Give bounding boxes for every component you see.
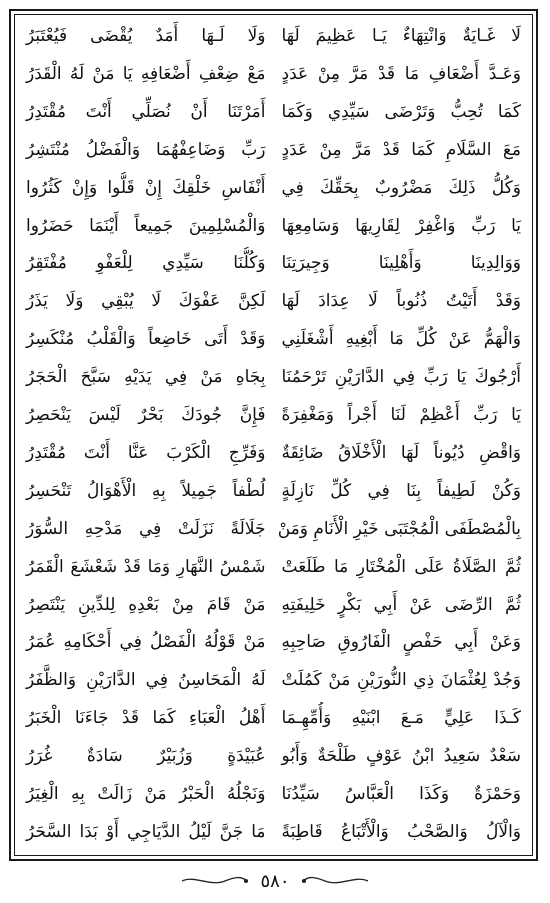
verse-second-hemistich: وَنَجْلُهُ الْحَبْرُ مَنْ زَالَتْ بِهِ الْغِيَرُ [26, 784, 266, 804]
verse-line [18, 96, 529, 129]
verse-first-hemistich: سَعْدٌ سَعِيدُ ابْنُ عَوْفٍ طَلْحَةٌ وَأَبُو [281, 746, 521, 767]
verse-line [18, 816, 529, 849]
verse-line [18, 740, 529, 773]
page-footer [0, 866, 550, 896]
verse-first-hemistich: وَوَالِدِينَا وَأَهْلِينَا وَجِيرَتِنَا [281, 253, 521, 274]
left-ornament-icon [180, 874, 250, 888]
verse-line [18, 551, 529, 584]
verse-first-hemistich: وَكُنْ لَطِيفاً بِنَا فِي كُلِّ نَازِلَةٍ [281, 480, 521, 501]
verse-second-hemistich: أَنْفَاسِ خَلْقِكَ إِنْ قَلُّوا وَإِنْ كَثُرُوا [26, 177, 266, 198]
verse-line [18, 247, 529, 280]
verse-line [18, 20, 529, 53]
page-number: ٥٨٠ [260, 870, 290, 892]
verse-first-hemistich: كَمَا تُحِبُّ وَتَرْضَى سَيِّدِي وَكَمَا [281, 101, 521, 122]
verse-second-hemistich: فَإِنَّ جُودَكَ بَحْرٌ لَيْسَ يَنْحَصِرُ [26, 405, 266, 425]
verse-first-hemistich: مَعَ السَّلَامِ كَمَا قَدْ مَرَّ مِنْ عَدَدٍ [281, 139, 521, 160]
verse-line [18, 210, 529, 243]
verse-first-hemistich: ثُمَّ الرِّضَى عَنْ أَبِي بَكْرٍ خَلِيفَتِهِ [281, 594, 521, 615]
verse-first-hemistich: وَكُلُّ ذَلِكَ مَضْرُوبٌ بِحَقِّكَ فِي [281, 177, 521, 198]
verse-second-hemistich: وَفَرِّجِ الْكَرْبَ عَنَّا أَنْتَ مُقْتَدِرُ [26, 442, 266, 463]
verse-line [18, 285, 529, 318]
verse-second-hemistich: رَبِّ وَضَاعِفْهُمَا وَالْفَضْلُ مُنْتَشِرُ [26, 139, 266, 160]
verse-second-hemistich: وَالْمُسْلِمِينَ جَمِيعاً أَيْنَمَا حَضَرُوا [26, 215, 266, 236]
verse-line [18, 361, 529, 394]
verse-line [18, 437, 529, 470]
verse-second-hemistich: لَهُ الْمَحَاسِنُ فِي الدَّارَيْنِ وَالظَّفَرُ [26, 670, 266, 691]
verse-second-hemistich: وَقَدْ أَتَى خَاضِعاً وَالْقَلْبُ مُنْكَسِرُ [26, 329, 266, 350]
verse-line [18, 513, 529, 546]
verse-line [18, 702, 529, 735]
verse-second-hemistich: أَمَرْتَنَا أَنْ نُصَلِّي أَنْتَ مُقْتَدِرُ [26, 101, 266, 122]
verse-first-hemistich: أَرْجُوكَ يَا رَبِّ فِي الدَّارَيْنِ تَرْحَمُنَا [281, 367, 521, 388]
verse-first-hemistich: وَعَنْ أَبِي حَفْصٍ الْفَارُوقِ صَاحِبِهِ [281, 632, 521, 653]
poem-body [18, 20, 529, 854]
verse-second-hemistich: بِجَاهِ مَنْ فِي يَدَيْهِ سَبَّحَ الْحَجَرُ [26, 367, 266, 388]
verse-line [18, 134, 529, 167]
verse-line [18, 323, 529, 356]
verse-first-hemistich: كَـذَا عَلِيٍّ مَـعَ ابْنَيْهِ وَأُمِّهِـمَا [281, 708, 521, 729]
verse-first-hemistich: يَا رَبِّ أَعْظِمْ لَنَا أَجْراً وَمَغْفِرَةً [281, 405, 521, 425]
verse-first-hemistich: وَقَدْ أَتَيْتُ ذُنُوباً لَا عِدَادَ لَهَا [281, 291, 521, 312]
verse-first-hemistich: لَا غَـايَةٌ وَانْتِهَاءٌ يَـا عَظِيمَ لَهَا [281, 26, 521, 46]
verse-second-hemistich: لُطْفاً جَمِيلاً بِهِ الْأَهْوَالُ تَنْحَسِرُ [26, 480, 266, 501]
verse-first-hemistich: وَالْهَمُّ عَنْ كُلِّ مَا أَبْغِيهِ أَشْغَلَنِي [281, 329, 521, 350]
verse-first-hemistich: وَالْآلُ وَالصَّحْبُ وَالْأَتْبَاعُ قَاطِبَةً [281, 821, 521, 842]
verse-first-hemistich: ثُمَّ الصَّلَاةُ عَلَى الْمُخْتَارِ مَا طَلَعَتْ [281, 556, 521, 577]
verse-second-hemistich: مَا جَنَّ لَيْلُ الدَّيَاجِي أَوْ بَدَا السَّحَرُ [26, 821, 266, 842]
verse-second-hemistich: جَلَالَةً نَزَلَتْ فِي مَدْحِهِ السُّوَرُ [26, 518, 266, 539]
verse-first-hemistich: وَعَـدَّ أَضْعَافِ مَا قَدْ مَرَّ مِنْ عَدَدٍ [281, 63, 521, 84]
verse-second-hemistich: وَلَا لَـهَا أَمَدٌ يُقْضَى فَيُعْتَبَرُ [26, 26, 266, 46]
verse-second-hemistich: مَنْ قَوْلُهُ الْفَصْلُ فِي أَحْكَامِهِ عُمَرُ [26, 632, 266, 653]
verse-first-hemistich: بِالْمُصْطَفَى الْمُجْتَبَى خَيْرِ الْأَنَامِ وَمَنْ [277, 518, 521, 539]
verse-line [18, 664, 529, 697]
verse-line [18, 399, 529, 432]
verse-first-hemistich: وَاقْضِ دُيُوناً لَهَا الْأَخْلَاقُ ضَائِقَةٌ [281, 442, 521, 463]
verse-first-hemistich: يَا رَبِّ وَاغْفِرْ لِقَارِيهَا وَسَامِعِهَا [281, 215, 521, 236]
verse-second-hemistich: مَعْ ضِعْفِ أَضْعَافِهِ يَا مَنْ لَهُ الْقَدَرُ [26, 63, 266, 84]
right-ornament-icon [300, 874, 370, 888]
verse-first-hemistich: وَحَمْزَةٌ وَكَذَا الْعَبَّاسُ سَيِّدُنَا [281, 784, 521, 804]
verse-second-hemistich: عُبَيْدَةٍ وَزُبَيْرٌ سَادَةٌ غُرَرُ [26, 746, 266, 767]
verse-second-hemistich: شَمْسُ النَّهَارِ وَمَا قَدْ شَعْشَعَ الْقَمَرُ [26, 556, 266, 577]
verse-line [18, 626, 529, 659]
verse-line [18, 58, 529, 91]
verse-second-hemistich: أَهْلُ الْعَبَاءِ كَمَا قَدْ جَاءَنَا الْخَبَرُ [26, 708, 266, 729]
verse-line [18, 172, 529, 205]
verse-second-hemistich: لَكِنَّ عَفْوَكَ لَا يُبْقِي وَلَا يَذَرُ [26, 291, 266, 312]
verse-first-hemistich: وَجُدْ لِعُثْمَانَ ذِي النُّورَيْنِ مَنْ كَمُلَتْ [281, 670, 521, 691]
verse-line [18, 589, 529, 622]
verse-line [18, 778, 529, 811]
verse-second-hemistich: مَنْ قَامَ مِنْ بَعْدِهِ لِلدِّينِ يَنْتَصِرُ [26, 594, 266, 615]
verse-second-hemistich: وَكُلُّنَا سَيِّدِي لِلْعَفْوِ مُفْتَقِرُ [26, 253, 266, 274]
verse-line [18, 475, 529, 508]
